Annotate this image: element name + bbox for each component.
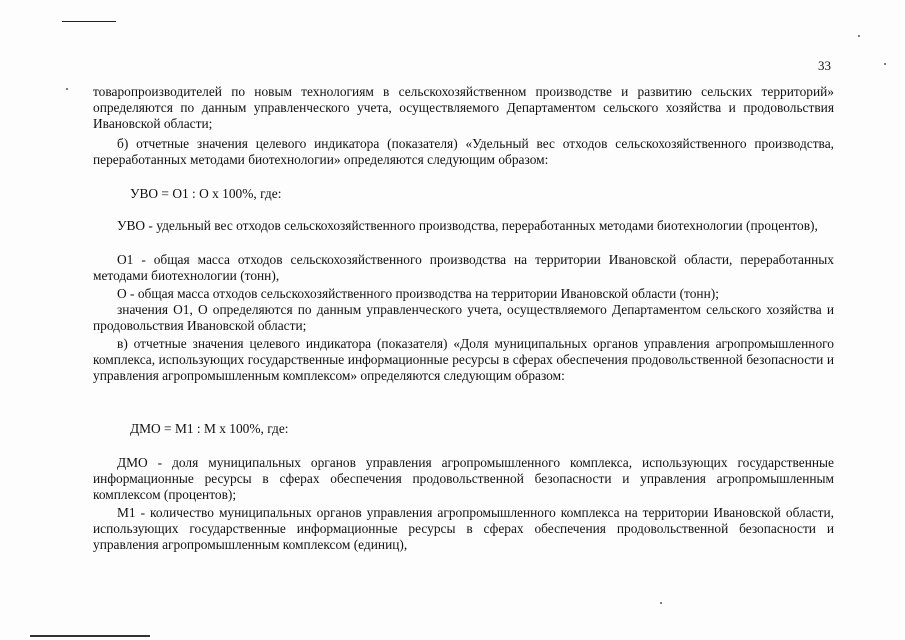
definition-dmo: ДМО - доля муниципальных органов управления агропромышленного комплекса, использующих государственные информационные ресурсы в сферах обеспечения продовольственной безопасности и управления агропромышленным комплексом (процентов);: [93, 455, 834, 502]
scan-speck: [858, 35, 860, 37]
definition-o1: О1 - общая масса отходов сельскохозяйственного производства на территории Ивановской области, переработанных методами биотехнологии (тонн),: [93, 252, 834, 283]
formula-dmo: ДМО = М1 : М х 100%, где:: [130, 421, 289, 436]
paragraph-values-source: значения О1, О определяются по данным управленческого учета, осуществляемого Департаментом сельского хозяйства и продовольствия Ивановской области;: [93, 302, 834, 333]
page-number: 33: [818, 58, 831, 73]
scan-artifact-line: [30, 635, 150, 637]
scan-speck: [884, 63, 886, 65]
scan-speck: [660, 602, 662, 604]
paragraph-continuation: товаропроизводителей по новым технологиям в сельскохозяйственном производстве и развитию сельских территорий» определяются по данным управленческого учета, осуществляемого Департаментом сельского хозяйства и продовольствия Ивановской области;: [93, 84, 834, 131]
definition-o: О - общая масса отходов сельскохозяйственного производства на территории Ивановской области (тонн);: [117, 286, 719, 301]
paragraph-b: б) отчетные значения целевого индикатора (показателя) «Удельный вес отходов сельскохозяйственного производства, переработанных методами биотехнологии» определяются следующим образом:: [93, 136, 834, 167]
paragraph-v: в) отчетные значения целевого индикатора (показателя) «Доля муниципальных органов управления агропромышленного комплекса, использующих государственные информационные ресурсы в сферах обеспечения продовольственной безопасности и управления агропромышленным комплексом» определяются следующим образом:: [93, 336, 834, 383]
formula-uvo: УВО = О1 : О х 100%, где:: [130, 186, 282, 201]
scan-artifact-line: [62, 21, 116, 22]
definition-m1: М1 - количество муниципальных органов управления агропромышленного комплекса на территории Ивановской области, использующих государственные информационные ресурсы в сферах обеспечения продовольственной безопасности и управления агропромышленным комплексом (единиц),: [93, 505, 834, 552]
definition-uvo: УВО - удельный вес отходов сельскохозяйственного производства, переработанных методами биотехнологии (процентов),: [117, 218, 818, 233]
scan-speck: [66, 88, 68, 90]
